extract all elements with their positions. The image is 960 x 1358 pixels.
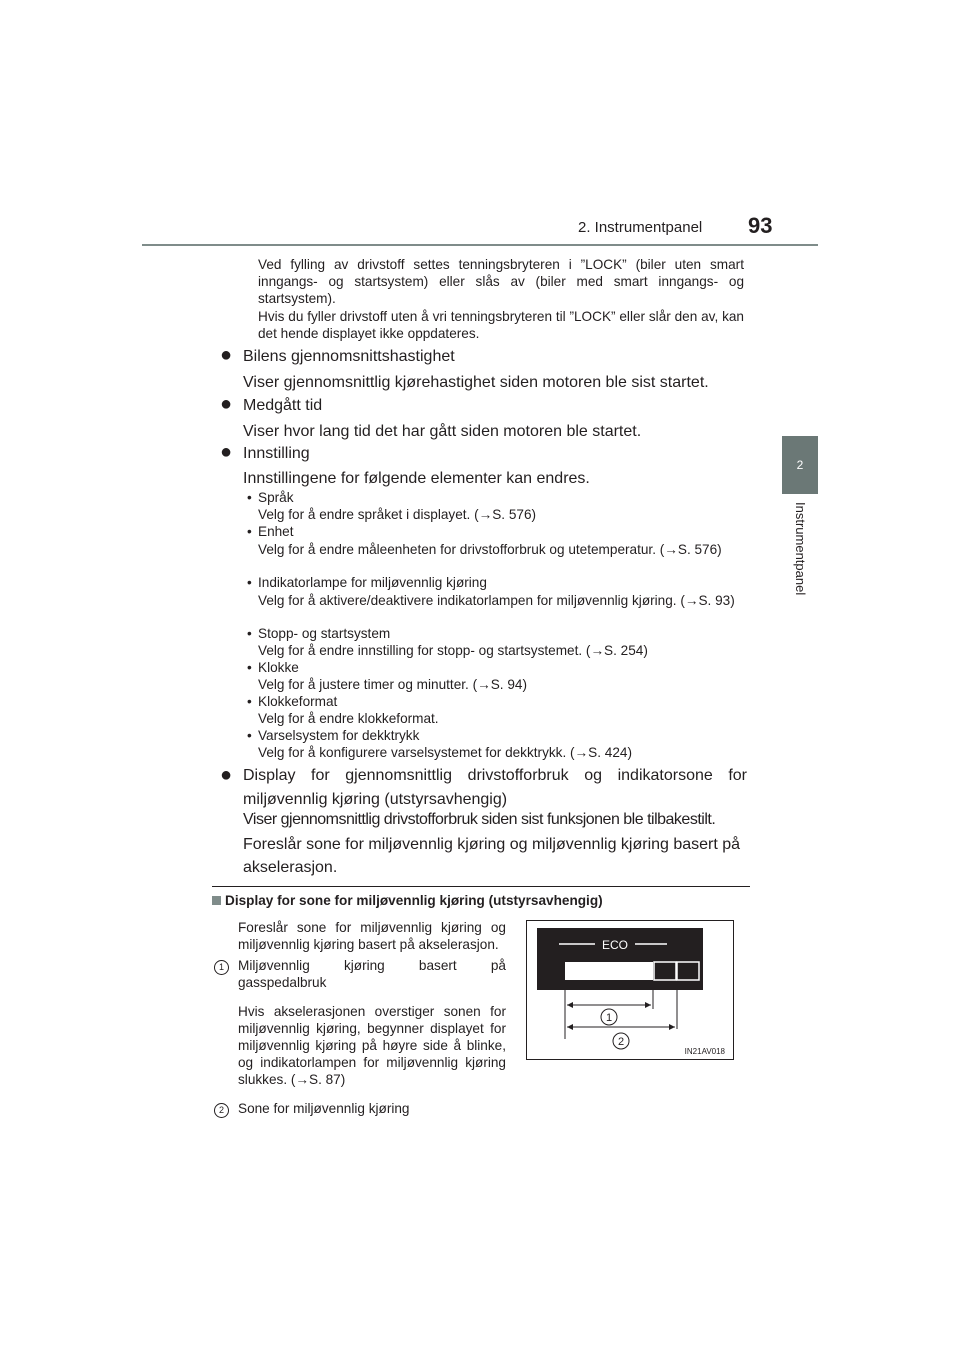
eco-zone-illustration <box>527 921 733 1059</box>
list-dot-icon: • <box>247 660 252 675</box>
square-bullet-icon <box>212 896 221 905</box>
eco-label: ECO <box>601 938 629 952</box>
bullet-description: Innstillingene for følgende elementer kan endres. <box>243 470 590 487</box>
header-section-title: 2. Instrumentpanel <box>578 219 703 236</box>
figure-code: IN21AV018 <box>684 1047 725 1056</box>
page-number: 93 <box>748 213 773 238</box>
setting-item-description: Velg for å aktivere/deaktivere indikatorlampen for miljøvennlig kjøring. (→S. 93) <box>258 593 735 608</box>
section-intro: Foreslår sone for miljøvennlig kjøring og miljøvennlig kjøring basert på akselerasjon. <box>238 920 506 952</box>
setting-item-description: Velg for å konfigurere varselsystemet for dekktrykk. (→S. 424) <box>258 745 632 760</box>
bullet-description: Viser gjennomsnittlig drivstofforbruk siden sist funksjonen ble tilbakestilt. <box>243 811 716 828</box>
item-description: Hvis akselerasjonen overstiger sonen for miljøvennlig kjøring, begynner displayet for miljøvennlig kjøring på høyre side å blinke, og indikatorlampen for miljøvennlig kjøring slukkes. (→S. 87) <box>238 1004 506 1087</box>
setting-item-title: Varselsystem for dekktrykk <box>258 728 420 743</box>
bullet-description: Foreslår sone for miljøvennlig kjøring og miljøvennlig kjøring basert på akselerasjon. <box>243 836 741 876</box>
item-number-badge: 2 <box>214 1100 229 1118</box>
item-title: Sone for miljøvennlig kjøring <box>238 1101 410 1116</box>
setting-item-title: Klokkeformat <box>258 694 338 709</box>
bullet-title: Innstilling <box>243 445 310 462</box>
list-dot-icon: • <box>247 575 252 590</box>
list-dot-icon: • <box>247 490 252 505</box>
bullet-dot-icon: ● <box>220 764 233 786</box>
list-dot-icon: • <box>247 694 252 709</box>
list-dot-icon: • <box>247 626 252 641</box>
list-dot-icon: • <box>247 524 252 539</box>
setting-item-title: Indikatorlampe for miljøvennlig kjøring <box>258 575 487 590</box>
callout-2: 2 <box>617 1036 625 1048</box>
setting-item-description: Velg for å endre innstilling for stopp- og startsystemet. (→S. 254) <box>258 643 648 658</box>
setting-item-title: Språk <box>258 490 294 505</box>
section-heading-text: Display for sone for miljøvennlig kjøring (utstyrsavhengig) <box>225 893 603 908</box>
bullet-title: Bilens gjennomsnittshastighet <box>243 348 455 365</box>
setting-item-description: Velg for å endre klokkeformat. <box>258 711 439 726</box>
bullet-description: Viser gjennomsnittlig kjørehastighet siden motoren ble sist startet. <box>243 374 709 391</box>
bullet-title: Medgått tid <box>243 397 323 414</box>
chapter-side-label: Instrumentpanel <box>793 502 808 596</box>
setting-item-description: Velg for å endre måleenheten for drivstofforbruk og utetemperatur. (→S. 576) <box>258 542 722 557</box>
header-rule <box>142 244 818 246</box>
section-rule <box>212 886 750 887</box>
setting-item-description: Velg for å justere timer og minutter. (→S. 94) <box>258 677 527 692</box>
item-title: Miljøvennlig kjøring basert på gasspedalbruk <box>238 958 506 990</box>
note-paragraph: Hvis du fyller drivstoff uten å vri tenningsbryteren til ”LOCK” eller slår den av, kan det hende displayet ikke oppdateres. <box>258 309 744 341</box>
setting-item-title: Stopp- og startsystem <box>258 626 391 641</box>
bullet-dot-icon: ● <box>220 441 233 463</box>
bullet-description: Viser hvor lang tid det har gått siden motoren ble startet. <box>243 423 642 440</box>
chapter-tab-number: 2 <box>796 458 804 472</box>
setting-item-title: Klokke <box>258 660 299 675</box>
section-heading <box>212 893 603 908</box>
callout-1: 1 <box>605 1012 613 1024</box>
eco-zone-figure <box>526 920 734 1060</box>
list-dot-icon: • <box>247 728 252 743</box>
setting-item-description: Velg for å endre språket i displayet. (→S. 576) <box>258 507 537 522</box>
item-number-badge: 1 <box>214 957 229 975</box>
chapter-tab[interactable] <box>782 436 818 494</box>
bullet-dot-icon: ● <box>220 393 233 415</box>
bullet-dot-icon: ● <box>220 344 233 366</box>
note-paragraph: Ved fylling av drivstoff settes tenningsbryteren i ”LOCK” (biler uten smart inngangs- og startsystem) eller slås av (biler med smart inngangs- og startsystem). <box>258 257 744 306</box>
setting-item-title: Enhet <box>258 524 294 539</box>
bullet-title: Display for gjennomsnittlig drivstofforbruk og indikatorsone for miljøvennlig kjøring (utstyrsavhengig) <box>243 767 747 808</box>
